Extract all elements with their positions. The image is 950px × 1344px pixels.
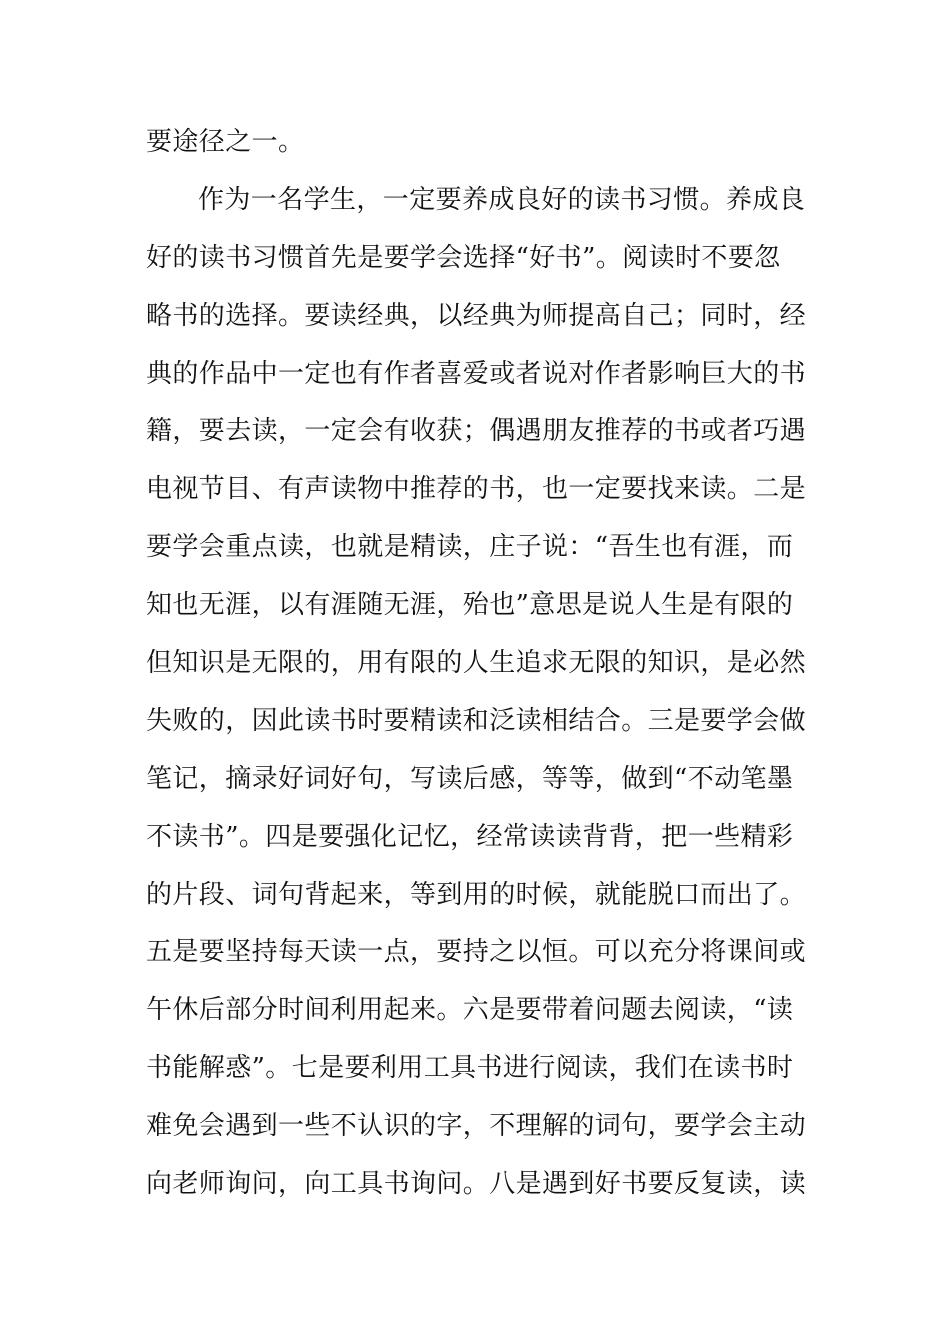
text-line: 书能解惑”。七是要利用工具书进行阅读，我们在读书时 — [146, 1053, 794, 1084]
text-line: 的片段、词句背起来，等到用的时候，就能脱口而出了。 — [146, 879, 807, 910]
text-line: 失败的，因此读书时要精读和泛读相结合。三是要学会做 — [146, 705, 807, 736]
paragraph-first-line: 作为一名学生，一定要养成良好的读书习惯。养成良 — [198, 184, 806, 215]
text-line: 不读书”。四是要强化记忆，经常读读背背，把一些精彩 — [146, 821, 794, 852]
document-body — [146, 114, 816, 1214]
text-line: 午休后部分时间利用起来。六是要带着问题去阅读，“读 — [146, 995, 794, 1026]
text-line: 典的作品中一定也有作者喜爱或者说对作者影响巨大的书 — [146, 358, 807, 389]
text-line: 知也无涯，以有涯随无涯，殆也”意思是说人生是有限的 — [146, 590, 794, 621]
text-line: 略书的选择。要读经典，以经典为师提高自己；同时，经 — [146, 300, 807, 331]
text-line: 五是要坚持每天读一点，要持之以恒。可以充分将课间或 — [146, 937, 807, 968]
text-line: 要学会重点读，也就是精读，庄子说：“吾生也有涯，而 — [146, 532, 794, 563]
text-line: 但知识是无限的，用有限的人生追求无限的知识，是必然 — [146, 648, 807, 679]
text-line: 好的读书习惯首先是要学会选择“好书”。阅读时不要忽 — [146, 242, 781, 273]
text-line: 向老师询问，向工具书询问。八是遇到好书要反复读，读 — [146, 1169, 807, 1200]
text-line: 笔记，摘录好词好句，写读后感，等等，做到“不动笔墨 — [146, 763, 794, 794]
text-line: 难免会遇到一些不认识的字，不理解的词句，要学会主动 — [146, 1111, 807, 1142]
text-line: 要途径之一。 — [146, 127, 305, 157]
text-line: 籍，要去读，一定会有收获；偶遇朋友推荐的书或者巧遇 — [146, 416, 807, 447]
text-line: 电视节目、有声读物中推荐的书，也一定要找来读。二是 — [146, 474, 807, 505]
